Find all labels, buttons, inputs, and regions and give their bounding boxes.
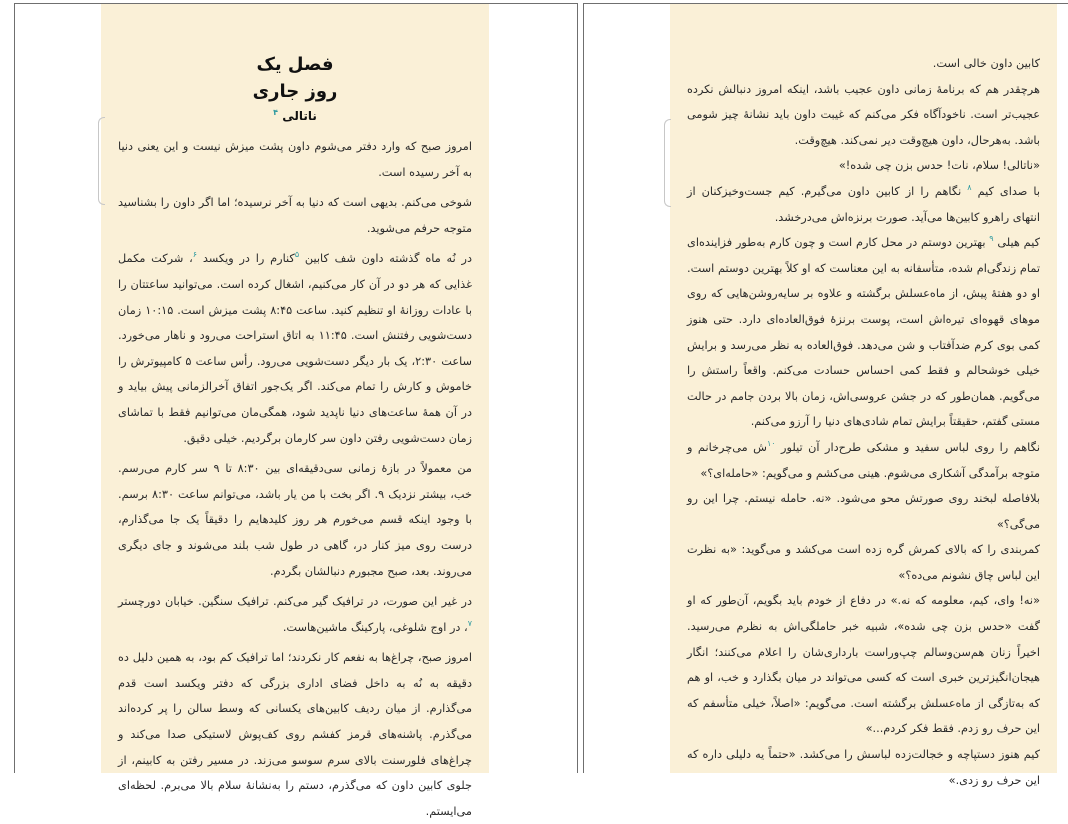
- text-segment: با صدای کیم: [971, 184, 1041, 198]
- text-segment: ، در اوج شلوغی، پارکینگ ماشین‌هاست.: [282, 620, 468, 634]
- footnote-ref[interactable]: ۹: [989, 234, 994, 244]
- text-segment: شوخی می‌کنم. بدیهی است که دنیا به آخر نرسیده؛ اما اگر داون را بشناسید متوجه حرفم می‌شوید.: [118, 196, 472, 235]
- footnote-ref[interactable]: ۱۰: [766, 439, 776, 449]
- text-segment: من معمولاً در بازهٔ زمانی سی‌دقیقه‌ای بین ۸:۳۰ تا ۹ سر کارم می‌رسم. خب، بیشتر نزدیک ۹. اگر بخت با من یار باشد، می‌توانم ساعت ۸:۳۰ برسم. با وجود اینکه قسم می‌خورم هر روز کلیدهایم را دقیقاً یک جا می‌گذارم، درست روی میز کنار در، گاهی در طول شب بلند می‌شوند و جای دیگری می‌روند. بعد، صبح مجبورم دنبالشان بگردم.: [118, 462, 472, 578]
- paragraph: [118, 456, 472, 584]
- page-turn-handle[interactable]: [664, 119, 671, 207]
- text-segment: در غیر این صورت، در ترافیک گیر می‌کنم. ترافیک سنگین. خیابان دورچستر: [118, 595, 472, 609]
- text-segment: «نه! وای، کیم، معلومه که نه.» در دفاع از خودم باید بگویم، آن‌طور که او گفت «حدس بزن چی شده»، شبیه خبر حاملگی‌اش به نظرم می‌رسید. اخیراً زنان هم‌سن‌وسالم چپ‌وراست بارداری‌شان را اعلام می‌کنند؛ انگار هیجان‌انگیزترین خبری است که کسی می‌تواند در میان بگذارد و خب، او هم که به‌تازگی از ماه‌عسلش برگشته است. می‌گویم: «اصلاً، خیلی متأسفم که این حرف رو زدم. فقط فکر کردم...»: [687, 594, 1040, 736]
- text-segment: کنارم را در ویکسد: [197, 252, 295, 266]
- text-segment: بلافاصله لبخند روی صورتش محو می‌شود. «نه. حامله نیستم. چرا این رو می‌گی؟»: [687, 492, 1040, 531]
- text-segment: کیم هیلی: [993, 236, 1040, 250]
- text-segment: امروز صبح، چراغ‌ها به نفعم کار نکردند؛ اما ترافیک کم بود، به همین دلیل ده دقیقه به نُه به داخل فضای اداری بزرگی که دفتر ویکسد است قدم می‌گذارم. از میان ردیف کابین‌های یکسانی که وسط سالن را پر کرده‌اند می‌گذرم. پاشنه‌های قرمز کفشم روی کف‌پوش لاستیکی صدا می‌کند و چراغ‌های فلورسنت بالای سرم سوسو می‌زند. در مسیر رفتن به کابینم، از جلوی کابین داون که می‌گذرم، دستم را به‌نشانهٔ سلام بالا می‌برم. لحظه‌ای می‌ایستم.: [118, 651, 472, 818]
- chapter-subtitle: روز جاری: [252, 81, 338, 102]
- footnote-ref[interactable]: ۴: [273, 108, 279, 117]
- paragraph: [118, 589, 472, 640]
- text-segment: نگاهم را روی لباس سفید و مشکی طرح‌دار آن تیلور: [775, 440, 1041, 454]
- footnote-ref[interactable]: ۸: [967, 183, 972, 193]
- left-page-body: [101, 123, 489, 824]
- paragraph: [118, 134, 472, 185]
- right-page-body: [670, 4, 1057, 793]
- chapter-title: [101, 51, 489, 105]
- paragraph: [118, 246, 472, 451]
- text-segment: کابین داون خالی است.: [932, 57, 1040, 70]
- narrator-name: ناتالی: [282, 109, 317, 123]
- paragraph: [687, 179, 1040, 230]
- text-segment: نگاهم را از کابین داون می‌گیرم. کیم جست‌وخیزکنان از انتهای راهرو کابین‌ها می‌آید. صورت برنزه‌اش می‌درخشد.: [687, 184, 1040, 224]
- page-turn-handle[interactable]: [98, 117, 105, 205]
- paragraph: [687, 77, 1040, 154]
- left-book-page: [101, 4, 489, 818]
- paragraph: [118, 190, 472, 241]
- text-segment: کمربندی را که بالای کمرش گره زده است می‌کشد و می‌گوید: «به نظرت این لباس چاق نشونم می‌ده؟»: [687, 543, 1040, 582]
- paragraph: [687, 230, 1040, 435]
- paragraph: [687, 153, 1040, 179]
- text-segment: بهترین دوستم در محل کارم است و چون کارم به‌طور فزاینده‌ای تمام زندگی‌ام شده، متأسفانه به این معناست که او کلاً بهترین دوستم است. او دو هفتهٔ پیش، از ماه‌عسلش برگشته و علاوه بر سایه‌روشن‌هایی که روی موهای قهوه‌ای تیره‌اش است، پوست برنزهٔ فوق‌العاده‌ای دارد. حتی هنوز کمی بوی کرم ضدآفتاب و شن می‌دهد. فوق‌العاده به نظر می‌رسد و برایش خیلی خوشحالم و فقط کمی احساس حسادت می‌کنم. واقعاً راستش را می‌گویم. همان‌طور که در جشن عروسی‌اش، زمان بالا بردن جامم در حالت مستی گفتم، حقیقتاً برایش تمام شادی‌های دنیا را آرزو می‌کنم.: [687, 236, 1040, 429]
- text-segment: در نُه ماه گذشته داون شف کابین: [299, 252, 472, 266]
- text-segment: هرچقدر هم که برنامهٔ زمانی داون عجیب باشد، اینکه امروز دنبالش نکرده عجیب‌تر است. ناخودآگاه فکر می‌کنم که غیبت داون باید نشانهٔ چیز شومی باشد. به‌هرحال، داون هیچ‌وقت دیر نمی‌کند. هیچ‌وقت.: [687, 82, 1040, 147]
- text-segment: ، شرکت مکمل غذایی که هر دو در آن کار می‌کنیم، اشغال کرده است. می‌توانید ساعتتان را با عادات روزانهٔ او تنظیم کنید. ساعت ۸:۴۵ پشت میزش است. ۱۰:۱۵ زمان دست‌شویی رفتنش است. ۱۱:۴۵ به اتاق استراحت می‌رود و ناهار می‌خورد. ساعت ۲:۳۰، یک بار دیگر دست‌شویی می‌رود. رأس ساعت ۵ کامپیوترش را خاموش و کارش را تمام می‌کند. اگر یک‌جور اتفاق آخرالزمانی پیش بیاید و در آن همهٔ ساعت‌های دنیا ناپدید شود، همگی‌مان می‌توانیم فقط با تماشای زمان دست‌شویی رفتن داون سر کارمان برگردیم. خیلی دقیق.: [118, 252, 472, 445]
- right-page-frame: [583, 3, 1068, 787]
- footnote-ref[interactable]: ۵: [294, 250, 300, 260]
- footnote-ref[interactable]: ۶: [192, 250, 198, 260]
- paragraph: [687, 435, 1040, 486]
- paragraph: [687, 537, 1040, 588]
- chapter-narrator: [101, 109, 489, 123]
- text-segment: ش می‌چرخانم و متوجه برآمدگی آشکاری می‌شوم. هینی می‌کشم و می‌گویم: «حامله‌ای؟»: [687, 440, 1040, 480]
- paragraph: [687, 742, 1040, 793]
- text-segment: امروز صبح که وارد دفتر می‌شوم داون پشت میزش نیست و این یعنی دنیا به آخر رسیده است.: [118, 140, 472, 179]
- paragraph: [687, 51, 1040, 77]
- paragraph: [687, 486, 1040, 537]
- text-segment: کیم هنوز دستپاچه و خجالت‌زده لباسش را می‌کشد. «حتماً یه دلیلی داره که این حرف رو زدی.»: [687, 748, 1040, 787]
- paragraph: [687, 588, 1040, 742]
- left-page-frame: [14, 3, 578, 818]
- text-segment: «ناتالی! سلام، نات! حدس بزن چی شده!»: [838, 159, 1040, 173]
- footnote-ref[interactable]: ۷: [467, 618, 472, 628]
- chapter-number: فصل یک: [256, 54, 334, 75]
- paragraph: [118, 645, 472, 824]
- right-book-page: [670, 4, 1057, 787]
